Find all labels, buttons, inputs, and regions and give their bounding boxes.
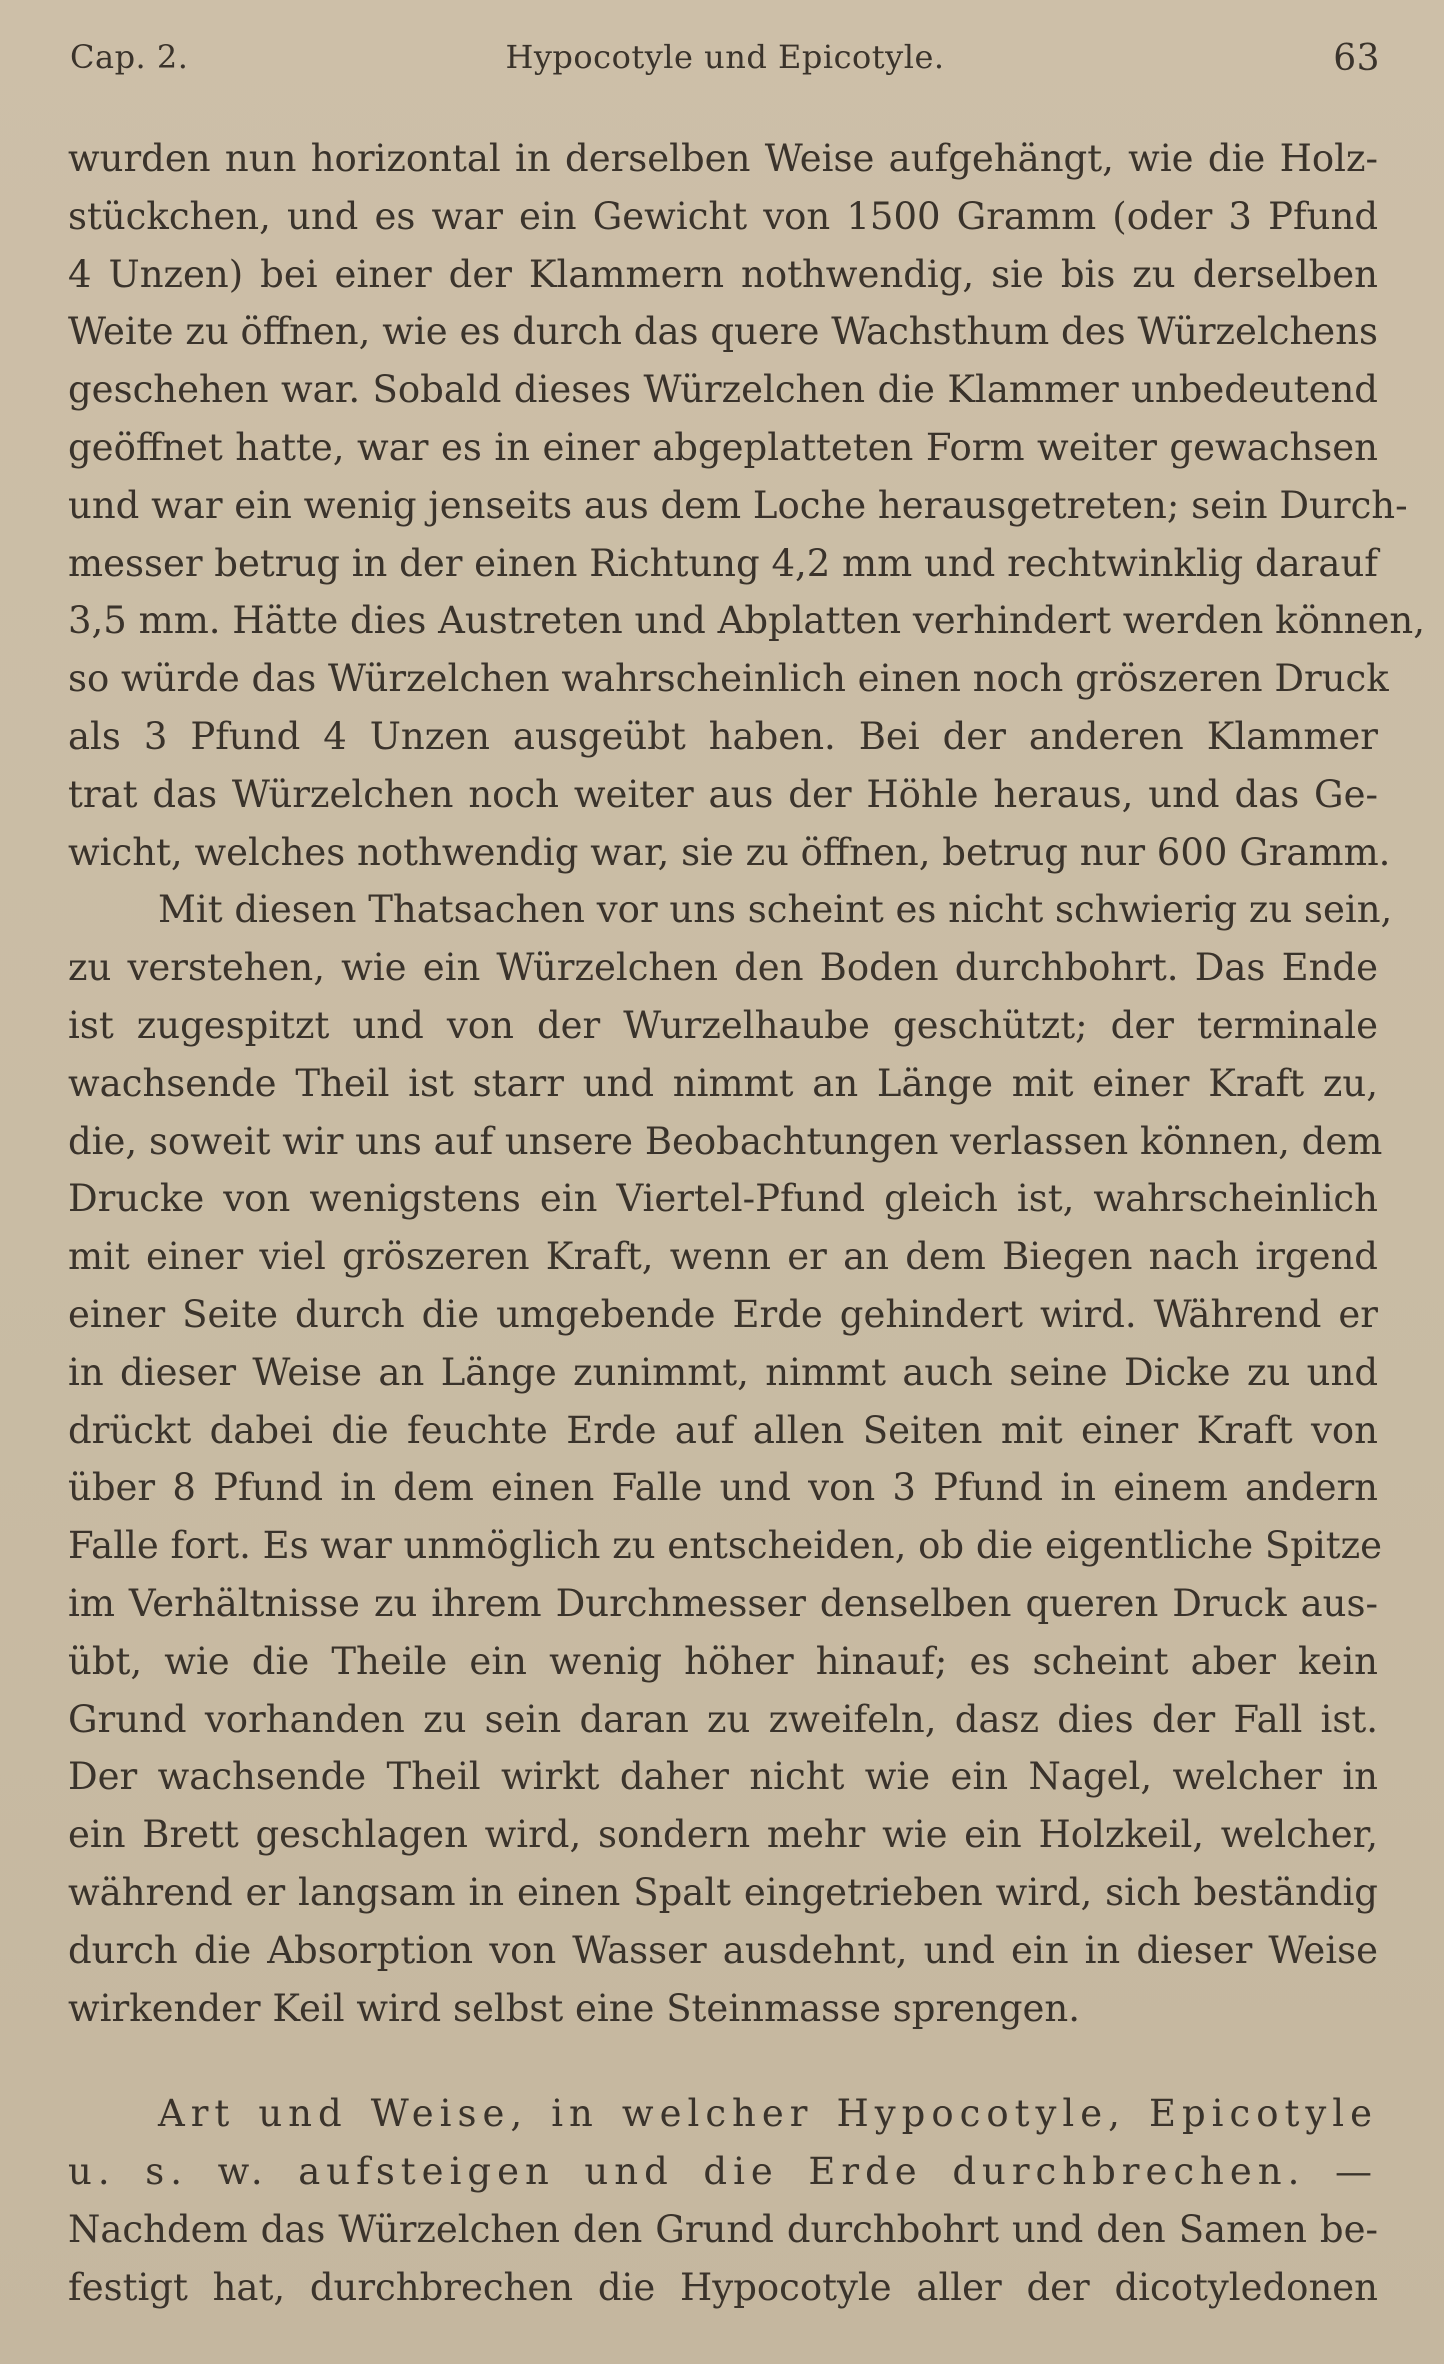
text-line: mit einer viel gröszeren Kraft, wenn er an dem Biegen nach irgend bbox=[68, 1235, 1378, 1279]
text-line: als 3 Pfund 4 Unzen ausgeübt haben. Bei der anderen Klammer bbox=[68, 714, 1378, 758]
text-line: und war ein wenig jenseits aus dem Loche herausgetreten; sein Durch- bbox=[68, 483, 1408, 527]
paragraph-1 bbox=[68, 130, 1425, 881]
text-line: festigt hat, durchbrechen die Hypocotyle aller der dicotyledonen bbox=[68, 2265, 1378, 2309]
text-line: wirkender Keil wird selbst eine Steinmasse sprengen. bbox=[68, 1986, 1081, 2030]
text-line: über 8 Pfund in dem einen Falle und von 3 Pfund in einem andern bbox=[68, 1466, 1378, 1510]
text-line: Falle fort. Es war unmöglich zu entscheiden, ob die eigentliche Spitze bbox=[68, 1524, 1383, 1568]
text-line: geschehen war. Sobald dieses Würzelchen die Klammer unbedeutend bbox=[68, 368, 1378, 412]
text-line: ist zugespitzt und von der Wurzelhaube geschützt; der terminale bbox=[68, 1003, 1378, 1047]
text-line: einer Seite durch die umgebende Erde gehindert wird. Während er bbox=[68, 1292, 1378, 1336]
text-line: Nachdem das Würzelchen den Grund durchbohrt und den Samen be- bbox=[68, 2207, 1378, 2251]
page-number: 63 bbox=[1333, 38, 1380, 79]
text-line: während er langsam in einen Spalt eingetrieben wird, sich beständig bbox=[68, 1870, 1378, 1914]
text-line: 4 Unzen) bei einer der Klammern nothwendig, sie bis zu derselben bbox=[68, 252, 1378, 296]
section-paragraph bbox=[68, 2085, 1378, 2316]
text-line: Grund vorhanden zu sein daran zu zweifeln, dasz dies der Fall ist. bbox=[68, 1697, 1378, 1741]
text-line: zu verstehen, wie ein Würzelchen den Boden durchbohrt. Das Ende bbox=[68, 946, 1378, 990]
section-spacer bbox=[68, 2037, 1378, 2085]
section-heading-line: Art und Weise, in welcher Hypocotyle, Epicotyle bbox=[158, 2092, 1378, 2136]
text-line: im Verhältnisse zu ihrem Durchmesser denselben queren Druck aus- bbox=[68, 1581, 1378, 1625]
text-line: durch die Absorption von Wasser ausdehnt, und ein in dieser Weise bbox=[68, 1928, 1378, 1972]
section-heading-line: u. s. w. aufsteigen und die Erde durchbrechen. — bbox=[68, 2150, 1378, 2194]
text-line: stückchen, und es war ein Gewicht von 1500 Gramm (oder 3 Pfund bbox=[68, 194, 1378, 238]
paragraph-2 bbox=[68, 881, 1393, 2037]
text-line: Mit diesen Thatsachen vor uns scheint es nicht schwierig zu sein, bbox=[158, 888, 1393, 932]
text-line: Der wachsende Theil wirkt daher nicht wie ein Nagel, welcher in bbox=[68, 1755, 1378, 1799]
text-line: in dieser Weise an Länge zunimmt, nimmt auch seine Dicke zu und bbox=[68, 1350, 1378, 1394]
body-text bbox=[68, 130, 1425, 2316]
text-line: 3,5 mm. Hätte dies Austreten und Abplatten verhindert werden können, bbox=[68, 599, 1425, 643]
text-line: die, soweit wir uns auf unsere Beobachtungen verlassen können, dem bbox=[68, 1119, 1383, 1163]
text-line: übt, wie die Theile ein wenig höher hinauf; es scheint aber kein bbox=[68, 1639, 1378, 1683]
text-line: messer betrug in der einen Richtung 4,2 mm und rechtwinklig darauf bbox=[68, 541, 1378, 585]
text-line: trat das Würzelchen noch weiter aus der Höhle heraus, und das Ge- bbox=[68, 772, 1378, 816]
chapter-label: Cap. 2. bbox=[70, 38, 189, 76]
text-line: wachsende Theil ist starr und nimmt an Länge mit einer Kraft zu, bbox=[68, 1061, 1378, 1105]
text-line: Drucke von wenigstens ein Viertel-Pfund gleich ist, wahrscheinlich bbox=[68, 1177, 1378, 1221]
text-line: wicht, welches nothwendig war, sie zu öffnen, betrug nur 600 Gramm. bbox=[68, 830, 1391, 874]
text-line: wurden nun horizontal in derselben Weise aufgehängt, wie die Holz- bbox=[68, 137, 1378, 180]
running-title: Hypocotyle und Epicotyle. bbox=[505, 38, 945, 76]
text-line: Weite zu öffnen, wie es durch das quere Wachsthum des Würzelchens bbox=[68, 310, 1378, 354]
text-line: ein Brett geschlagen wird, sondern mehr wie ein Holzkeil, welcher, bbox=[68, 1813, 1378, 1857]
running-header bbox=[70, 38, 1380, 88]
text-line: so würde das Würzelchen wahrscheinlich einen noch gröszeren Druck bbox=[68, 657, 1389, 701]
text-line: geöffnet hatte, war es in einer abgeplatteten Form weiter gewachsen bbox=[68, 425, 1378, 469]
text-line: drückt dabei die feuchte Erde auf allen Seiten mit einer Kraft von bbox=[68, 1408, 1378, 1452]
